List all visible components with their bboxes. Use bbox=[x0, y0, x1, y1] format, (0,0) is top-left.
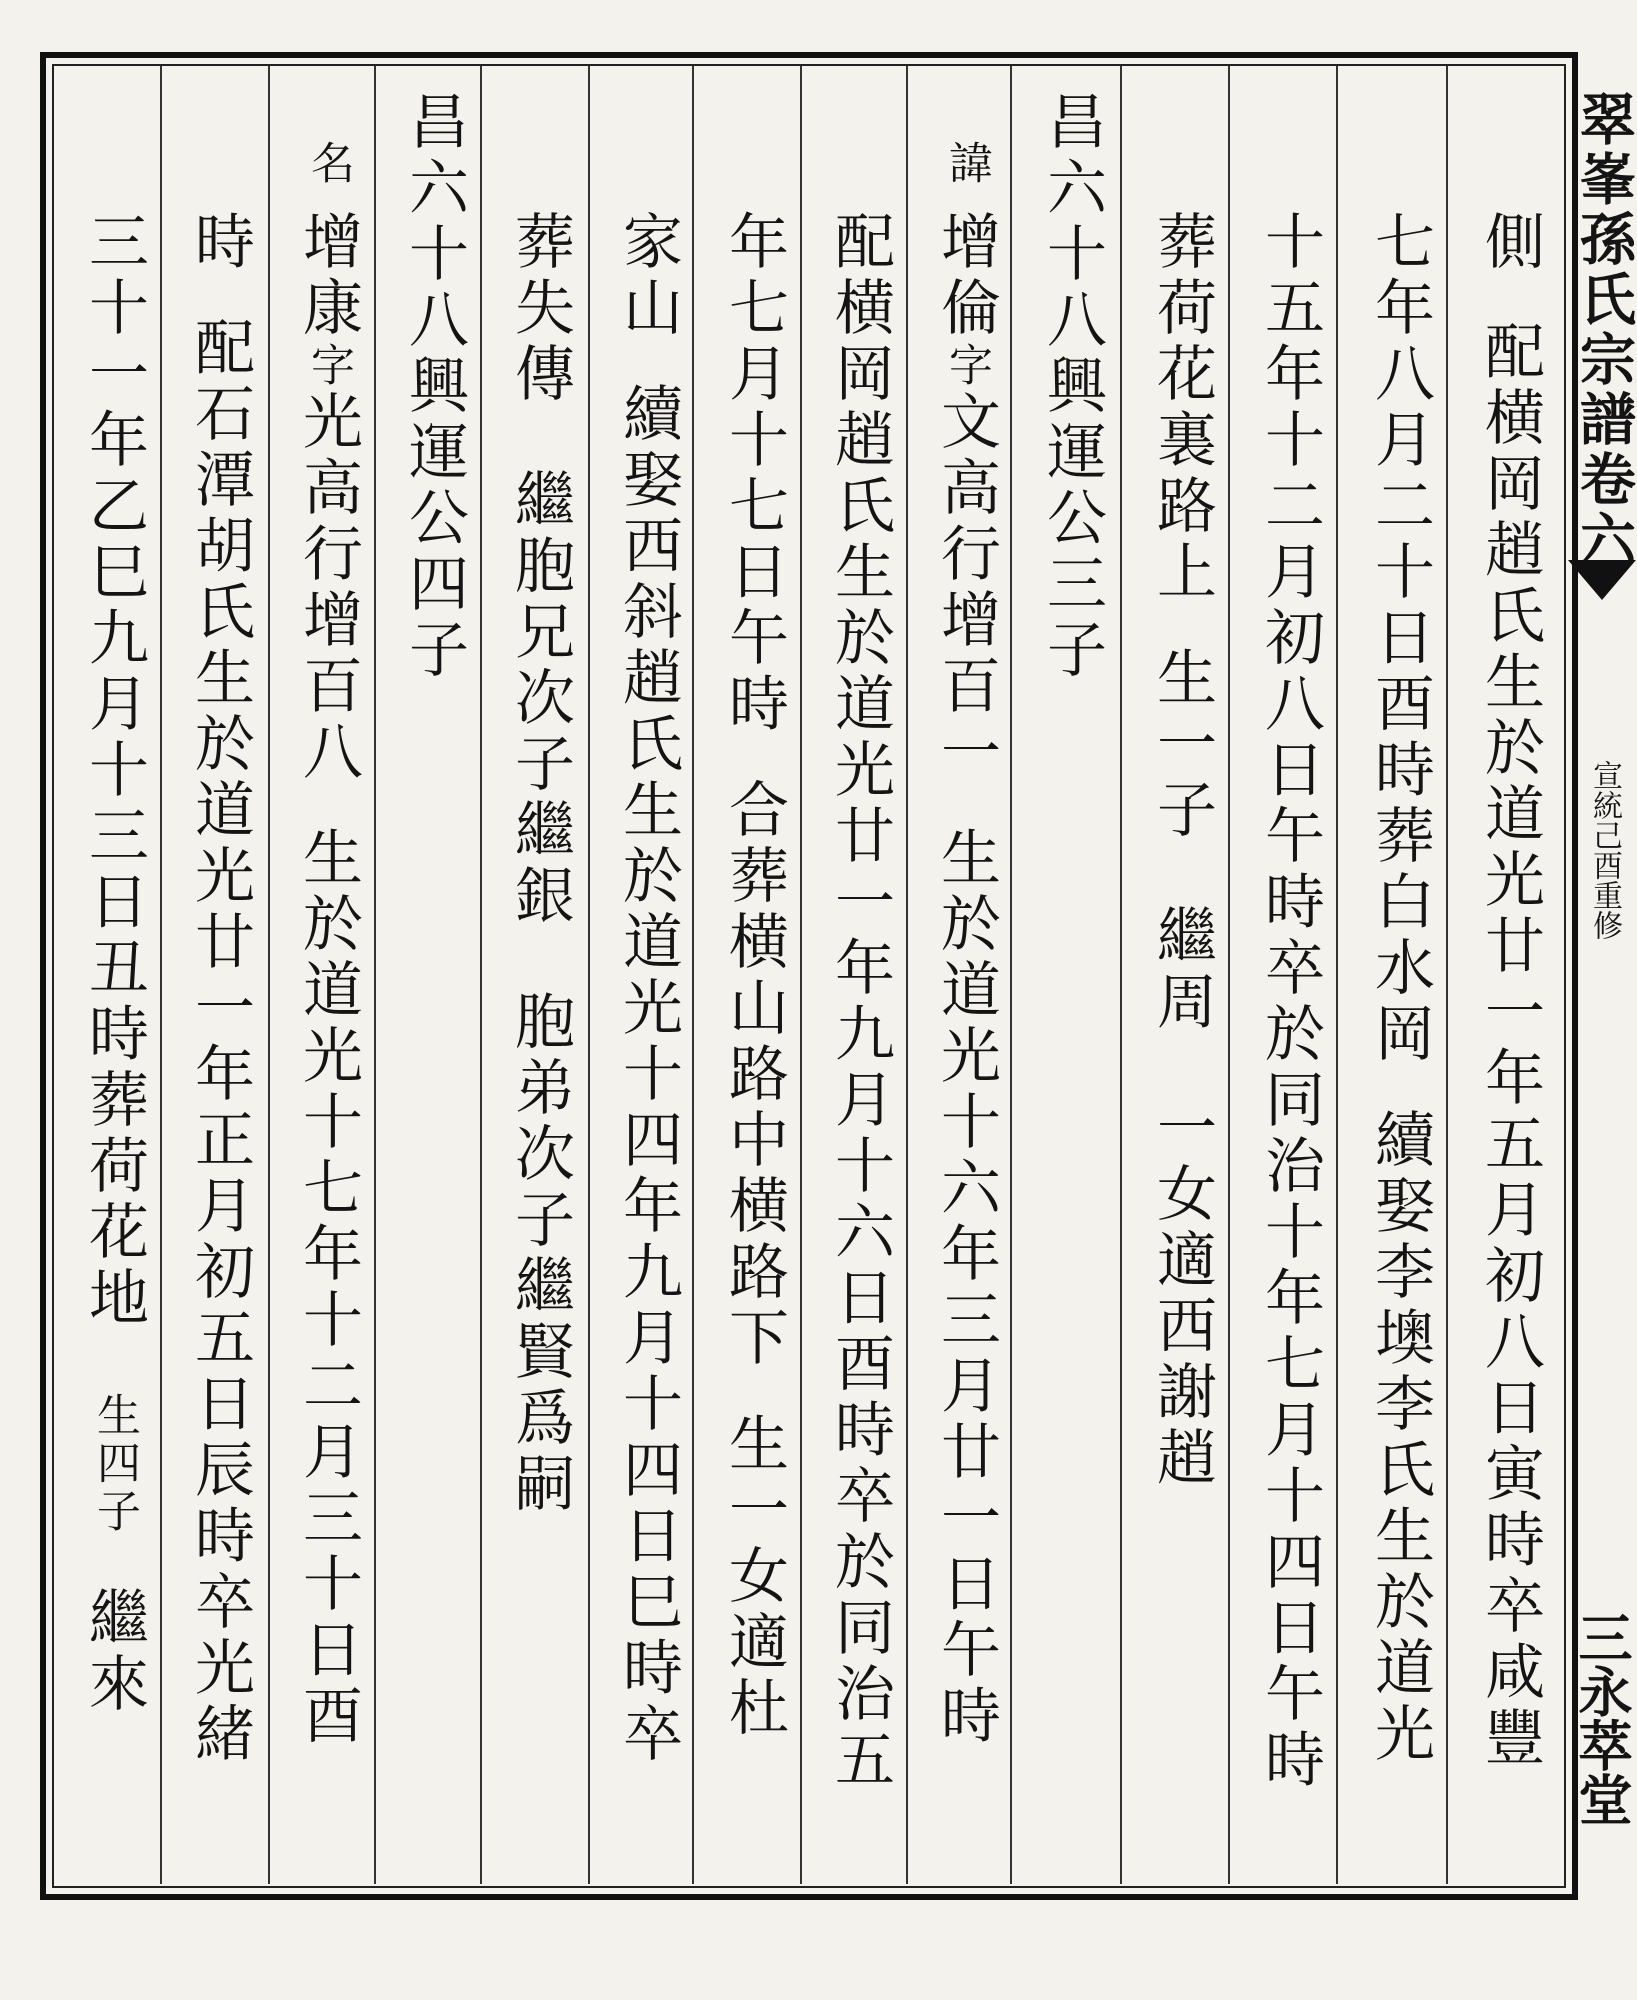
fishtail-mark bbox=[1568, 560, 1636, 600]
text-column-3 bbox=[1240, 210, 1340, 1794]
entry-marker: 名 bbox=[303, 140, 354, 188]
text-column-14 bbox=[64, 210, 164, 1718]
entry-marker: 諱 bbox=[941, 140, 992, 188]
column-text: 生一女適杜 bbox=[719, 1412, 789, 1742]
text-column-10 bbox=[490, 210, 590, 1518]
text-column-7 bbox=[810, 210, 910, 1794]
column-text: 繼來 bbox=[79, 1586, 149, 1718]
column-text: 家山 bbox=[613, 210, 683, 342]
column-text: 繼周 bbox=[1147, 904, 1217, 1036]
column-text: 生四子 bbox=[89, 1392, 140, 1536]
hall-name: 三永萃堂 bbox=[1570, 1610, 1634, 1826]
courtesy-marker: 字 bbox=[303, 342, 354, 390]
text-column-5 bbox=[1022, 90, 1122, 684]
text-column-12-body bbox=[278, 210, 378, 1750]
column-text: 生一子 bbox=[1147, 646, 1217, 844]
column-text: 生於道光十七年十二月三十日酉 bbox=[293, 826, 363, 1750]
column-text: 七年八月二十日酉時葬白水岡 bbox=[1365, 210, 1435, 1068]
text-column-13 bbox=[170, 210, 270, 1768]
volume-label: 卷六 bbox=[1571, 450, 1637, 570]
column-text: 生於道光十六年三月廿一日午時 bbox=[931, 826, 1001, 1750]
column-text: 繼胞兄次子繼銀 bbox=[505, 468, 575, 930]
text-column-9 bbox=[598, 210, 698, 1768]
text-column-1 bbox=[1460, 210, 1560, 276]
column-text: 葬失傳 bbox=[505, 210, 575, 408]
column-text: 胞弟次子繼賢爲嗣 bbox=[505, 990, 575, 1518]
text-column-11 bbox=[384, 90, 484, 684]
text-column-2 bbox=[1350, 210, 1450, 1768]
column-text: 文高行增百一 bbox=[931, 390, 1001, 786]
generation-heading: 昌六十八興運公四子 bbox=[399, 90, 469, 684]
column-text: 一女適西謝趙 bbox=[1147, 1096, 1217, 1492]
column-text: 時 bbox=[185, 210, 255, 276]
text-column-6-body bbox=[916, 210, 1016, 1750]
text-column-6 bbox=[916, 140, 1016, 188]
edition-note: 宣統己酉重修 bbox=[1587, 760, 1622, 940]
book-title-text: 翠峯孫氏宗譜 bbox=[1571, 90, 1637, 450]
column-text: 光高行增百八 bbox=[293, 390, 363, 786]
text-column-8 bbox=[704, 210, 804, 1742]
column-text: 合葬横山路中横路下 bbox=[719, 778, 789, 1372]
column-text: 十五年十二月初八日午時卒於同治十年七月十四日午時 bbox=[1255, 210, 1325, 1794]
entry-marker: 側 bbox=[1475, 210, 1545, 276]
column-text: 續娶西斜趙氏生於道光十四年九月十四日巳時卒 bbox=[613, 382, 683, 1768]
person-name: 增倫 bbox=[931, 210, 1001, 342]
text-column-12 bbox=[278, 140, 378, 188]
column-text: 配横岡趙氏生於道光廿一年五月初八日寅時卒咸豐 bbox=[1475, 320, 1545, 1772]
book-title bbox=[1572, 90, 1636, 570]
column-text: 配横岡趙氏生於道光廿一年九月十六日酉時卒於同治五 bbox=[825, 210, 895, 1794]
text-column-1-body bbox=[1460, 320, 1560, 1772]
generation-heading: 昌六十八興運公三子 bbox=[1037, 90, 1107, 684]
column-text: 三十一年乙巳九月十三日丑時葬荷花地 bbox=[79, 210, 149, 1332]
courtesy-marker: 字 bbox=[941, 342, 992, 390]
column-text: 續娶李墺李氏生於道光 bbox=[1365, 1108, 1435, 1768]
text-column-4 bbox=[1132, 210, 1232, 1492]
column-text: 年七月十七日午時 bbox=[719, 210, 789, 738]
column-text: 配石潭胡氏生於道光廿一年正月初五日辰時卒光緒 bbox=[185, 316, 255, 1768]
column-text: 葬荷花裏路上 bbox=[1147, 210, 1217, 606]
person-name: 增康 bbox=[293, 210, 363, 342]
